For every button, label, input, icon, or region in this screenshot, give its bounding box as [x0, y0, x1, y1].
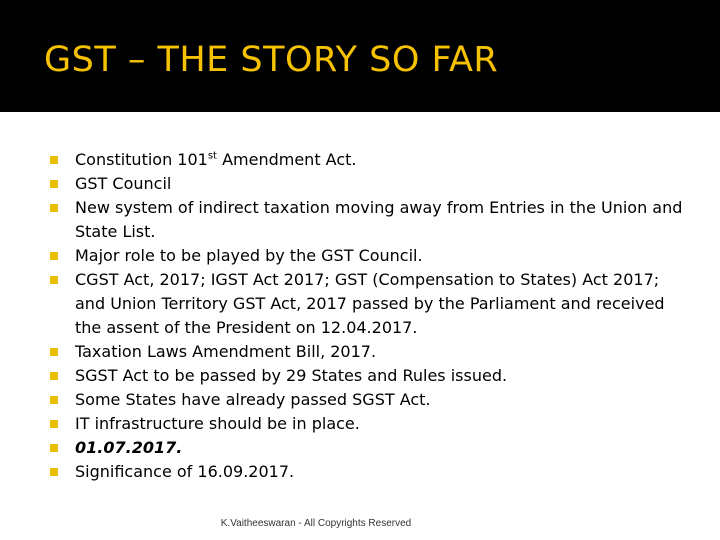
bullet-item [50, 172, 690, 196]
square-bullet-icon [50, 420, 58, 428]
bullet-item [50, 412, 690, 436]
square-bullet-icon [50, 372, 58, 380]
bullet-item [50, 196, 690, 244]
square-bullet-icon [50, 396, 58, 404]
title-bar [0, 0, 720, 112]
square-bullet-icon [50, 156, 58, 164]
bullet-text: New system of indirect taxation moving away from Entries in the Union and State List. [75, 198, 683, 241]
bullet-text: GST Council [75, 174, 172, 193]
bullet-text: Some States have already passed SGST Act. [75, 390, 431, 409]
square-bullet-icon [50, 276, 58, 284]
bullet-item [50, 340, 690, 364]
square-bullet-icon [50, 444, 58, 452]
square-bullet-icon [50, 348, 58, 356]
bullet-text: Major role to be played by the GST Council. [75, 246, 423, 265]
bullet-text: Taxation Laws Amendment Bill, 2017. [75, 342, 377, 361]
bullet-item [50, 460, 690, 484]
square-bullet-icon [50, 180, 58, 188]
bullet-text: SGST Act to be passed by 29 States and Rules issued. [75, 366, 508, 385]
square-bullet-icon [50, 252, 58, 260]
bullet-text-date: 01.07.2017. [75, 438, 183, 457]
bullet-item [50, 436, 690, 460]
bullet-text: Significance of 16.09.2017. [75, 462, 295, 481]
bullet-item [50, 388, 690, 412]
bullet-item [50, 268, 690, 340]
bullet-text: Constitution 101st Amendment Act. [75, 150, 357, 169]
bullet-text: IT infrastructure should be in place. [75, 414, 360, 433]
bullet-list [50, 148, 690, 484]
square-bullet-icon [50, 468, 58, 476]
bullet-item [50, 364, 690, 388]
slide-title: GST – THE STORY SO FAR [44, 40, 499, 80]
bullet-text: CGST Act, 2017; IGST Act 2017; GST (Compensation to States) Act 2017; and Union Territory GST Act, 2017 passed by the Parliament and received the assent of the President on 12.04.2017. [75, 270, 665, 337]
superscript: st [207, 150, 217, 162]
square-bullet-icon [50, 204, 58, 212]
bullet-item [50, 148, 690, 172]
footer-copyright: K.Vaitheeswaran - All Copyrights Reserved [220, 518, 412, 529]
bullet-item [50, 244, 690, 268]
